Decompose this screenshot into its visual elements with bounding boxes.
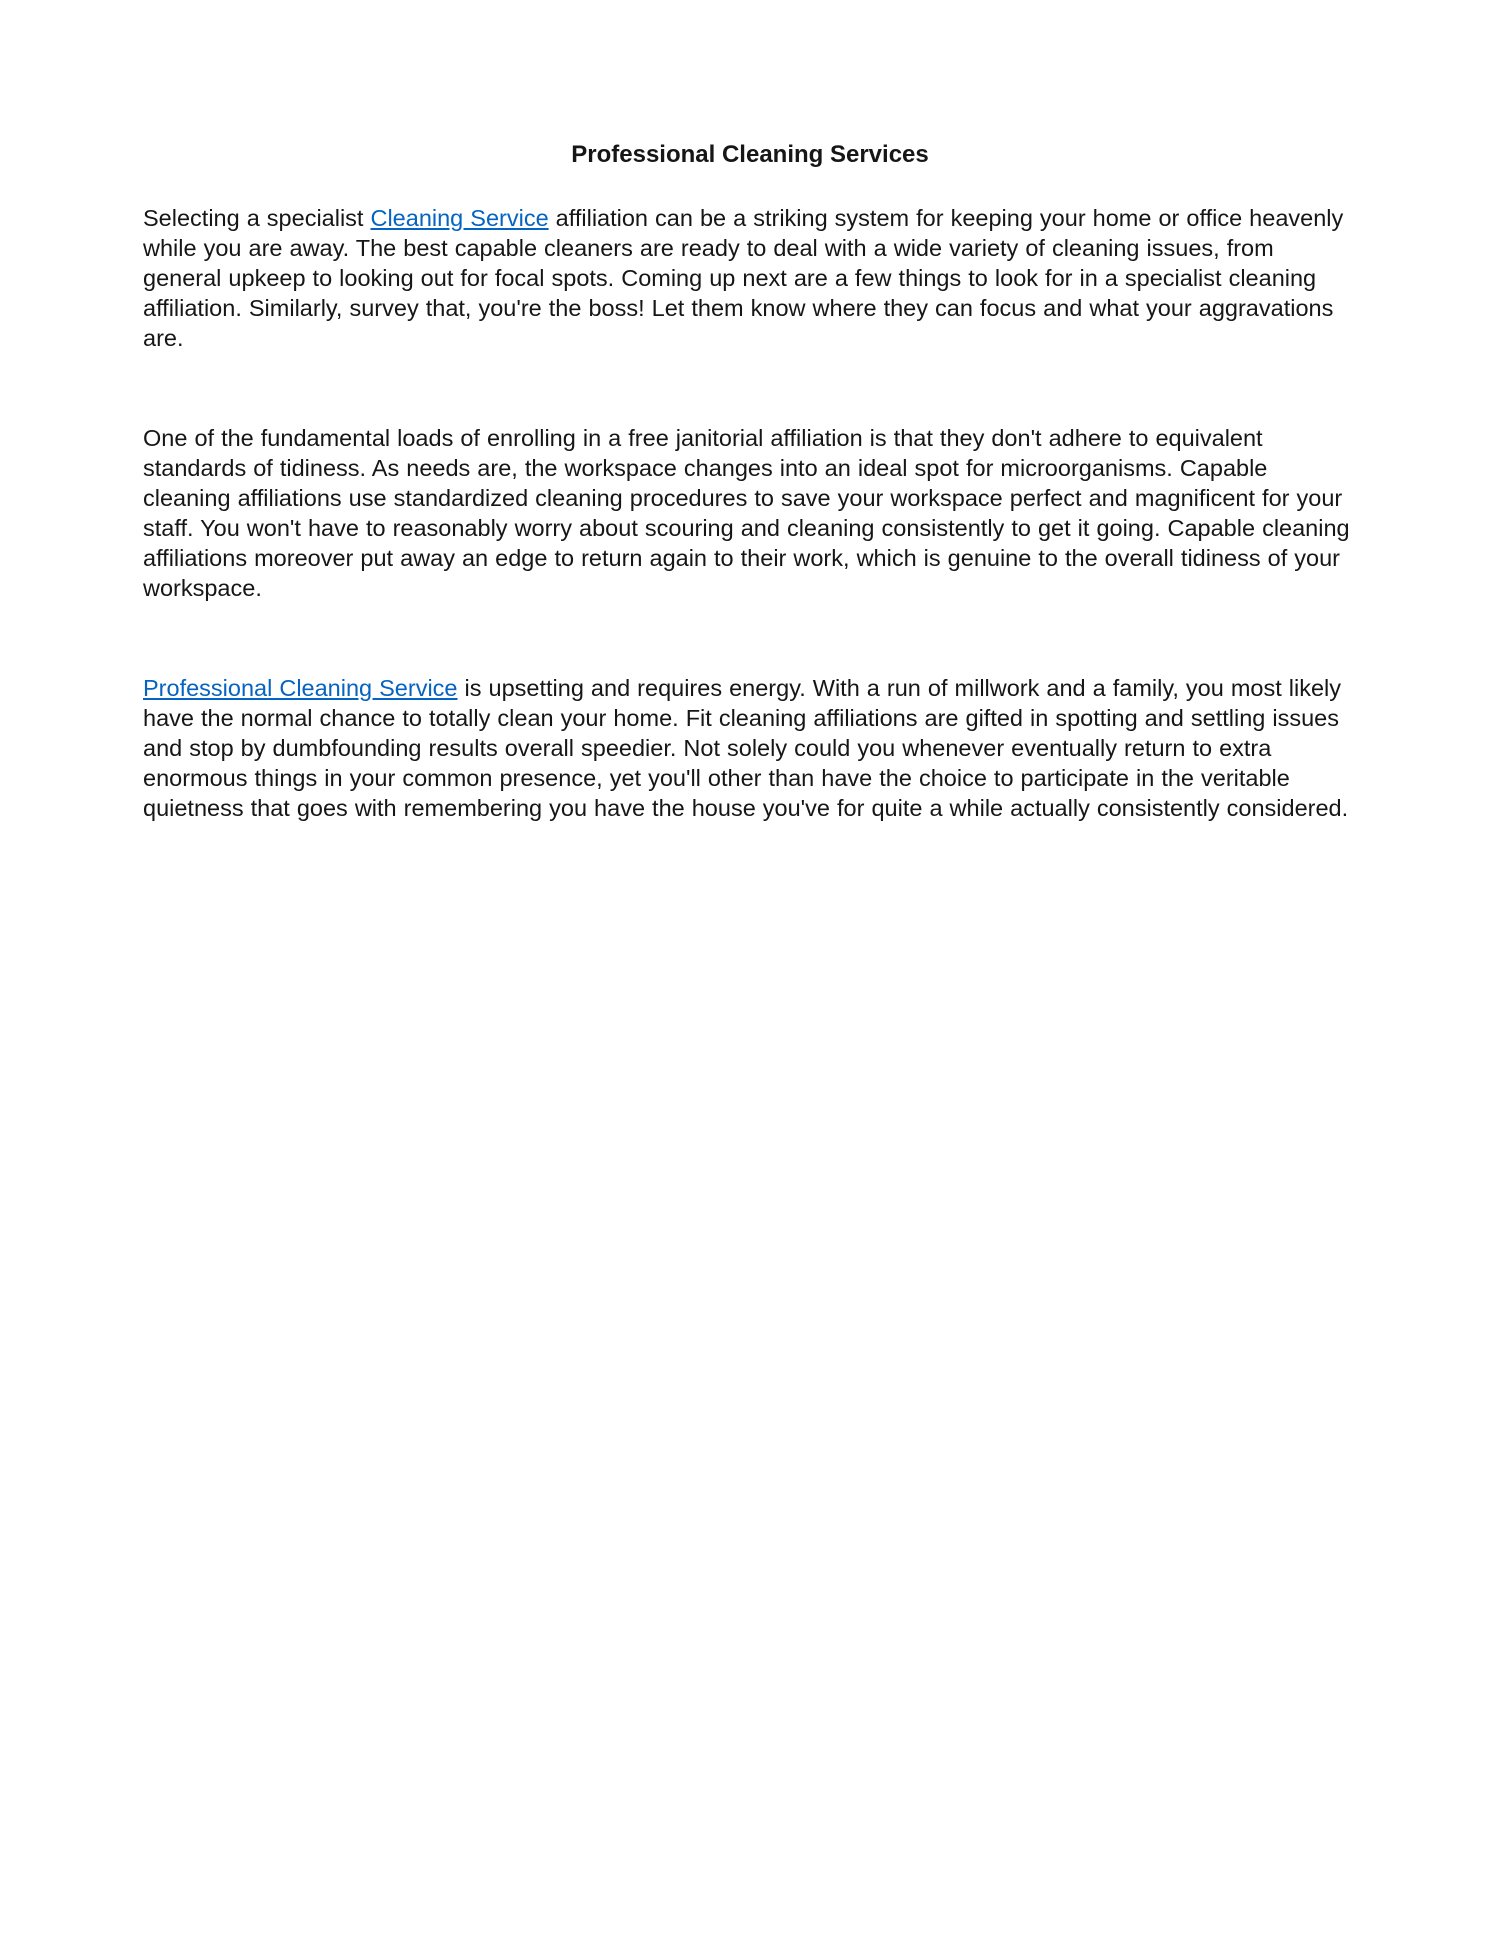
paragraph (143, 673, 1357, 823)
paragraph (143, 423, 1357, 603)
paragraph (143, 203, 1357, 353)
text-run: affiliation can be a striking system for keeping your home or office heavenly while you are away. The best capable cleaners are ready to deal with a wide variety of cleaning issues, from general upkeep to looking out for focal spots. Coming up next are a few things to look for in a specialist cleaning affiliation. Similarly, survey that, you're the boss! Let them know where they can focus and what your aggravations are. (143, 205, 1344, 351)
document-body (143, 203, 1357, 823)
text-run: is upsetting and requires energy. With a run of millwork and a family, you most likely have the normal chance to totally clean your home. Fit cleaning affiliations are gifted in spotting and settling issues and stop by dumbfounding results overall speedier. Not solely could you whenever eventually return to extra enormous things in your common presence, yet you'll other than have the choice to participate in the veritable quietness that goes with remembering you have the house you've for quite a while actually consistently considered. (143, 675, 1349, 821)
text-run: Selecting a specialist (143, 205, 371, 231)
document-title: Professional Cleaning Services (571, 141, 929, 168)
cleaning-service-link[interactable]: Cleaning Service (370, 205, 549, 231)
professional-cleaning-service-link[interactable]: Professional Cleaning Service (143, 675, 458, 701)
text-run: One of the fundamental loads of enrolling in a free janitorial affiliation is that they don't adhere to equivalent standards of tidiness. As needs are, the workspace changes into an ideal spot for microorganisms. Capable cleaning affiliations use standardized cleaning procedures to save your workspace perfect and magnificent for your staff. You won't have to reasonably worry about scouring and cleaning consistently to get it going. Capable cleaning affiliations moreover put away an edge to return again to their work, which is genuine to the overall tidiness of your workspace. (143, 425, 1350, 601)
